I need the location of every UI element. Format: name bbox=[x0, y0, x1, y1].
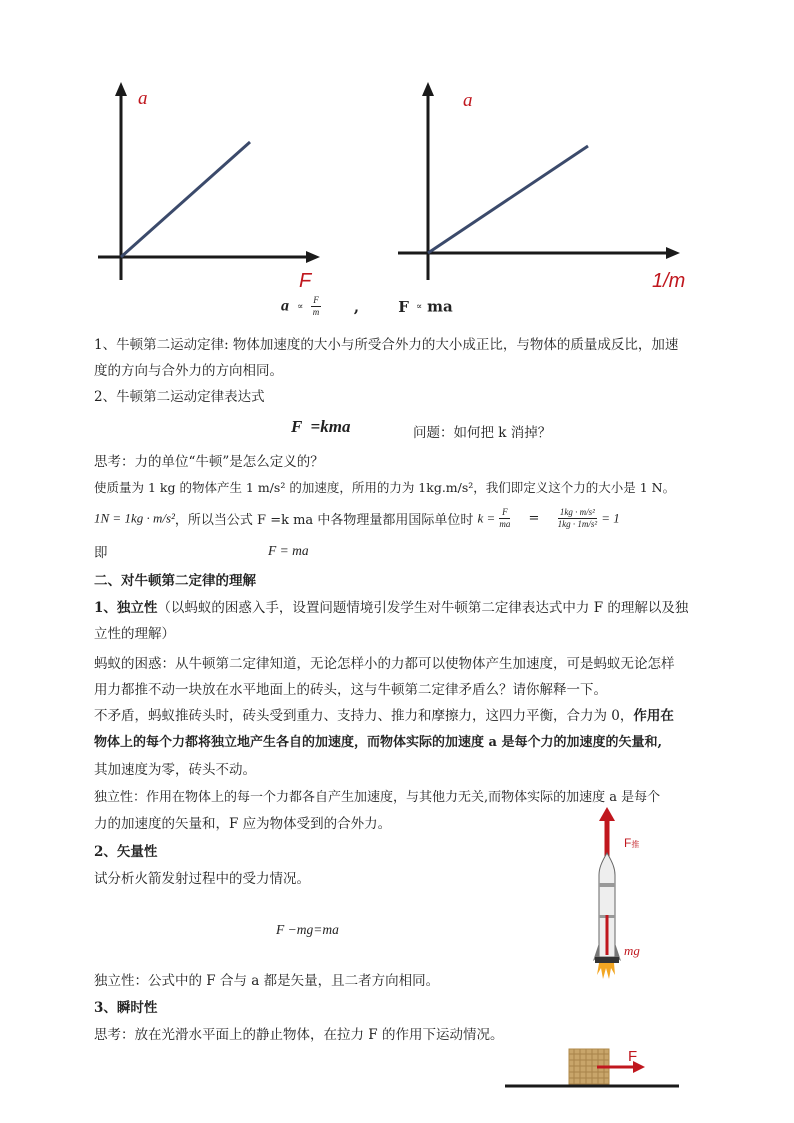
ji-formula: F = ma bbox=[268, 543, 309, 558]
para1-line2: 度的方向与合外力的方向相同。 bbox=[94, 363, 283, 379]
para2: 2、牛顿第二运动定律表达式 bbox=[94, 389, 265, 405]
vector-line: 独立性：公式中的 F 合与 a 都是矢量，且二者方向相同。 bbox=[94, 973, 440, 989]
symbol-f: F bbox=[398, 297, 409, 316]
unit-lhs: 1N = 1kg · m/s² bbox=[94, 510, 175, 526]
ant-line1: 蚂蚁的困惑：从牛顿第二定律知道，无论怎样小的力都可以使物体产生加速度，可是蚂蚁无论怎样 bbox=[94, 656, 675, 672]
pull-force-label: F bbox=[628, 1048, 638, 1065]
k-eq: k = bbox=[477, 510, 496, 526]
graph1-y-label: a bbox=[138, 88, 148, 109]
item2-head: 2、矢量性 bbox=[94, 844, 158, 860]
symbol-ma: ma bbox=[427, 297, 453, 316]
think-unit: 思考：力的单位“牛顿”是怎么定义的？ bbox=[94, 454, 324, 470]
graph2-y-label: a bbox=[463, 90, 473, 111]
graph-a-vs-inverse-m bbox=[390, 80, 690, 295]
thrust-arrow-head bbox=[599, 807, 615, 821]
proportional-line bbox=[121, 142, 250, 257]
ant-line2: 用力都推不动一块放在水平地面上的砖头，这与牛顿第二定律矛盾么？请你解释一下。 bbox=[94, 682, 607, 698]
unit-mid: ，所以当公式 F =k ma 中各物理量都用国际单位时 bbox=[174, 513, 474, 528]
section2-title: 二、对牛顿第二定律的理解 bbox=[94, 573, 256, 589]
proportion-formula bbox=[281, 295, 453, 325]
answer-line2: 物体上的每个力都将独立地产生各自的加速度，而物体实际的加速度 a 是每个力的加速度的矢量和, bbox=[94, 735, 663, 750]
rocket-question: 试分析火箭发射过程中的受力情况。 bbox=[94, 871, 310, 887]
graph2-x-label: 1/m bbox=[652, 270, 686, 292]
answer-line1: 不矛盾，蚂蚁推砖头时，砖头受到重力、支持力、推力和摩擦力，这四力平衡，合力为 0，作用在 bbox=[94, 708, 674, 724]
graph1-x-label: F bbox=[299, 270, 312, 292]
thrust-label: F推 bbox=[624, 836, 640, 850]
item3-head: 3、瞬时性 bbox=[94, 1000, 158, 1016]
x-axis-arrow bbox=[306, 251, 320, 263]
graph-a-vs-f bbox=[90, 80, 330, 295]
indep-line1: 独立性：作用在物体上的每一个力都各自产生加速度，与其他力无关,而物体实际的加速度 a 是每个 bbox=[94, 790, 661, 805]
rocket-formula: F −mg=ma bbox=[276, 922, 339, 937]
item1-line2: 立性的理解） bbox=[94, 626, 175, 642]
gravity-label: mg bbox=[624, 943, 640, 958]
equals: = bbox=[528, 511, 540, 526]
indep-line2: 力的加速度的矢量和，F 应为物体受到的合外力。 bbox=[94, 816, 392, 832]
x-axis-arrow bbox=[666, 247, 680, 259]
symbol-a: a bbox=[281, 297, 289, 315]
ji: 即 bbox=[94, 545, 108, 561]
define-newton: 使质量为 1 kg 的物体产生 1 m/s² 的加速度，所用的力为 1kg.m/s²，我们即定义这个力的大小是 1 N。 bbox=[94, 480, 676, 495]
proportional-symbol-2: ∝ bbox=[415, 301, 423, 312]
formula-f-kma: F =kma bbox=[291, 417, 351, 436]
unit-line bbox=[94, 507, 620, 537]
comma: , bbox=[353, 297, 360, 316]
y-axis-arrow bbox=[422, 82, 434, 96]
result-one: = 1 bbox=[601, 510, 620, 526]
question-k: 问题：如何把 k 消掉？ bbox=[413, 425, 552, 441]
fraction-f-over-m: $\frac{F}{m}$ bbox=[312, 295, 320, 317]
answer-line3: 其加速度为零，砖头不动。 bbox=[94, 762, 256, 778]
fraction-units: $\frac{\text{1kg · m/s²}}{\text{1kg · 1m/s²}}$ bbox=[557, 507, 598, 529]
proportional-symbol: ∝ bbox=[297, 301, 304, 312]
y-axis-arrow bbox=[115, 82, 127, 96]
fraction-f-over-ma: $\frac{F}{ma}$ bbox=[499, 507, 511, 529]
para1-line1: 1、牛顿第二运动定律: 物体加速度的大小与所受合外力的大小成正比，与物体的质量成反比，加速 bbox=[94, 337, 679, 353]
flame bbox=[597, 963, 615, 979]
block-on-surface bbox=[505, 1045, 685, 1095]
item1-line1: 1、独立性（以蚂蚁的困惑入手，设置问题情境引发学生对牛顿第二定律表达式中力 F 的理解以及独 bbox=[94, 600, 689, 616]
think-motion: 思考：放在光滑水平面上的静止物体，在拉力 F 的作用下运动情况。 bbox=[94, 1027, 504, 1043]
proportional-line bbox=[428, 146, 588, 253]
